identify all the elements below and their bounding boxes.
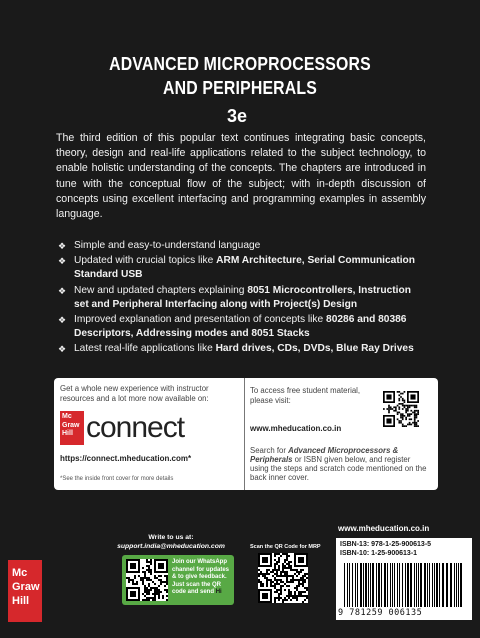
whatsapp-text: Join our WhatsApp channel for updates & to give feedback. Just scan the QR code and send Hi [172, 559, 230, 596]
mcgraw-hill-logo: Mc Graw Hill [60, 411, 84, 445]
contact-block [116, 534, 226, 551]
support-email[interactable]: support.india@mheducation.com [117, 542, 225, 550]
connect-url[interactable]: https://connect.mheducation.com* [60, 454, 192, 463]
title [29, 52, 451, 100]
bullet-icon: ❖ [58, 285, 67, 296]
write-label: Write to us at: [148, 534, 194, 541]
feature-item: ❖ Updated with crucial topics like ARM Architecture, Serial Communication Standard USB [58, 255, 416, 281]
isbn-10: ISBN-10: 1-25-900613-1 [340, 550, 418, 557]
student-site-link[interactable]: www.mheducation.co.in [250, 424, 342, 433]
card-divider [244, 378, 245, 490]
barcode-number: 9 781259 006135 [338, 608, 423, 618]
feature-item: ❖ Improved explanation and presentation of concepts like 80286 and 80386 Descriptors, Addressing modes and 8051 Stacks [58, 314, 407, 340]
whatsapp-qr-code-icon [126, 559, 168, 601]
isbn-13: ISBN-13: 978-1-25-900613-5 [340, 541, 432, 548]
connect-panel [54, 378, 244, 490]
barcode-icon [342, 563, 466, 607]
search-instructions: Search for Advanced Microprocessors & Peripherals or ISBN given below, and register using the steps and scratch code mentioned on the back inner cover. [250, 446, 427, 482]
publisher-logo [8, 560, 42, 622]
connect-intro: Get a whole new experience with instructor resources and a lot more now available on: [60, 384, 209, 403]
isbn-block [340, 540, 431, 558]
feature-item: ❖ Simple and easy-to-understand language [58, 239, 428, 253]
footer-site[interactable]: www.mheducation.co.in [338, 524, 430, 533]
bullet-icon: ❖ [58, 241, 67, 251]
connect-card [54, 378, 438, 490]
student-panel [250, 378, 438, 490]
bullet-icon: ❖ [58, 344, 67, 355]
title-line-1: ADVANCED MICROPROCESSORS [109, 54, 371, 74]
feature-item: ❖ New and updated chapters explaining 8051 Microcontrollers, Instruction set and Peripheral Interfacing along with Project(s) Design [58, 284, 411, 310]
edition-label: 3e [227, 106, 248, 126]
whatsapp-panel [122, 555, 234, 605]
mcgraw-hill-logo-large: Mc Graw Hill [8, 560, 42, 622]
barcode-panel [336, 538, 472, 620]
feature-item: ❖ Latest real-life applications like Hard drives, CDs, DVDs, Blue Ray Drives [58, 342, 428, 356]
access-text: To access free student material, please visit: [250, 386, 361, 405]
mrp-qr-code-icon [258, 553, 308, 603]
feature-list [58, 239, 428, 358]
connect-brand: connect [86, 411, 185, 444]
connect-note: *See the inside front cover for more details [60, 476, 174, 482]
bullet-icon: ❖ [58, 256, 67, 267]
bullet-icon: ❖ [58, 315, 67, 326]
book-description: The third edition of this popular text continues integrating basic concepts, theory, design and real-life applications related to the subject technology, to enable holistic understanding of the concepts. The chapters are introduced in tune with the conceptual flow of the subject; with in-depth discussion of concepts using excellent interfacing and programming examples in assembly language. [56, 132, 426, 221]
title-line-2: AND PERIPHERALS [162, 78, 318, 98]
qr-code-icon [383, 391, 419, 427]
mrp-label: Scan the QR Code for MRP [250, 544, 321, 550]
